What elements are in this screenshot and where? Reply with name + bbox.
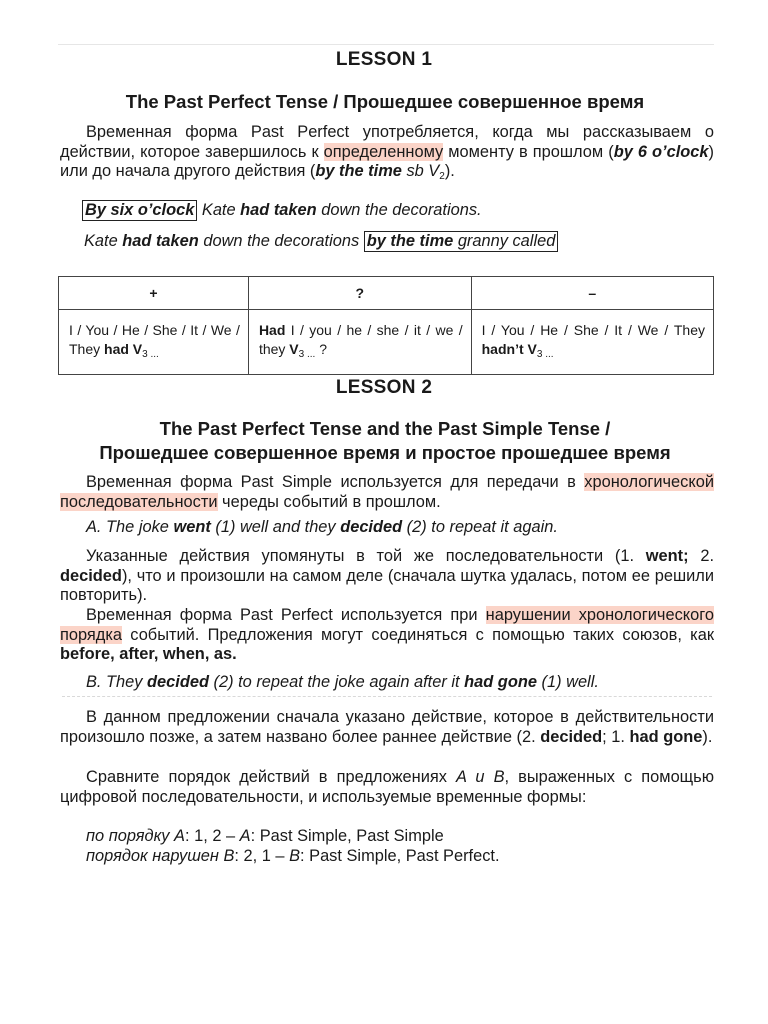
p4-bold-1: decided xyxy=(540,727,603,746)
table-header-row xyxy=(59,277,714,310)
p4-text-2: ; 1. xyxy=(602,727,630,746)
lesson-2-paragraph-2 xyxy=(60,547,714,606)
cell-subscript: 3 ... xyxy=(536,348,554,360)
cell-text: I / You / He / She / It / We / They xyxy=(481,321,705,338)
example-1-verb: had taken xyxy=(240,201,317,219)
intro-text-1: Временная форма Past Perfect употребляется, когда мы рассказываем о действии, которое завершилось к xyxy=(60,123,714,161)
lesson-2-heading-1: The Past Perfect Tense and the Past Simple Tense / xyxy=(159,418,611,439)
p3-bold-conjunctions: before, after, when, as. xyxy=(60,645,237,663)
table-cell-question xyxy=(248,310,471,375)
order-b-label: порядок нарушен B xyxy=(86,847,235,865)
example-2-boxed-bold: by the time xyxy=(366,232,454,250)
cell-bold-2: V xyxy=(289,340,299,357)
p2-text-2: 2. xyxy=(688,547,714,565)
past-perfect-forms-table xyxy=(58,276,714,375)
page-top-rule xyxy=(58,44,714,45)
intro-example-by-the-time: by the time xyxy=(315,162,402,180)
scan-artifact-line xyxy=(62,696,712,697)
p5-italic-a: A xyxy=(455,768,467,786)
example-2-verb: had taken xyxy=(122,232,199,250)
exa-bold-2: decided xyxy=(340,518,403,536)
table-header-question: ? xyxy=(248,277,471,310)
p1-text-1: Временная форма Past Simple используется для передачи в xyxy=(86,473,585,491)
p2-bold-1: went; xyxy=(645,547,689,565)
p1-highlight: хронологической последовательности xyxy=(60,473,714,511)
example-2-start: Kate xyxy=(84,232,123,250)
lesson-2-paragraph-5 xyxy=(60,768,714,807)
p2-text-3: ), что и произошли на самом деле (сначала шутка удалась, потом ее решили повторить). xyxy=(60,566,714,604)
cell-bold: had V xyxy=(104,340,143,357)
order-b-letter: B xyxy=(289,847,301,865)
exa-bold-1: went xyxy=(173,518,211,536)
exb-text-2: (2) to repeat the joke again after it xyxy=(208,673,465,691)
table-cell-negative xyxy=(471,310,713,375)
order-a-tenses: : Past Simple, Past Simple xyxy=(250,827,444,845)
p5-text-1: Сравните порядок действий в предложениях xyxy=(86,768,456,786)
lesson-2-order-a xyxy=(86,827,444,846)
lesson-2-paragraph-1 xyxy=(60,473,714,512)
p4-text-1: В данном предложении сначала указано действие, которое в действительности произошло позже, а затем названо более раннее действие (2. xyxy=(60,708,714,746)
intro-subscript: 2 xyxy=(439,171,445,182)
intro-example-time: by 6 o’clock xyxy=(613,142,709,161)
cell-end: ? xyxy=(315,340,328,357)
intro-example-rest: sb V xyxy=(401,162,440,180)
lesson-2-example-b xyxy=(86,673,599,692)
lesson-1-title: LESSON 1 xyxy=(335,49,433,70)
exa-text-2: (1) well and they xyxy=(210,518,341,536)
lesson-1-example-1 xyxy=(82,201,482,220)
exb-bold-1: decided xyxy=(147,673,209,691)
p4-text-3: ). xyxy=(702,727,713,746)
lesson-1-intro xyxy=(60,123,714,187)
cell-text: I / you / he / she / it / we / they xyxy=(258,321,463,357)
lesson-1-heading: The Past Perfect Tense / Прошедшее совершенное время xyxy=(125,91,645,112)
p2-bold-2: decided xyxy=(60,566,122,585)
intro-text-4: ). xyxy=(444,162,455,180)
intro-text-2: моменту в прошлом ( xyxy=(443,142,614,161)
exb-text-1: B. They xyxy=(86,673,148,691)
order-b-tenses: : Past Simple, Past Perfect. xyxy=(300,847,500,865)
example-1-rest: down the decorations. xyxy=(316,201,482,219)
lesson-2-paragraph-3 xyxy=(60,606,714,665)
p4-bold-2: had gone xyxy=(629,727,703,746)
table-header-affirmative: + xyxy=(59,277,249,310)
example-1-subject: Kate xyxy=(197,201,241,219)
example-1-boxed: By six o’clock xyxy=(82,200,197,221)
p5-text-2: и xyxy=(466,768,494,786)
exa-text-3: (2) to repeat it again. xyxy=(402,518,558,536)
cell-bold: Had xyxy=(258,321,286,338)
intro-text-3: ) или до начала другого действия ( xyxy=(60,142,714,180)
p3-text-2: событий. Предложения могут соединяться с помощью таких союзов, как xyxy=(122,625,714,644)
cell-subscript: 3 ... xyxy=(142,348,159,360)
order-b-sequence: : 2, 1 – xyxy=(234,847,290,865)
p5-italic-b: B xyxy=(493,768,505,786)
p1-text-2: череды событий в прошлом. xyxy=(217,492,441,511)
lesson-2-order-b xyxy=(86,847,500,866)
lesson-2-example-a xyxy=(86,518,558,537)
cell-text: I / You / He / She / It / We / They xyxy=(69,321,240,357)
example-2-boxed-rest: granny called xyxy=(453,232,556,250)
exa-text-1: A. The joke xyxy=(86,518,174,536)
p5-text-3: , выраженных с помощью цифровой последовательности, и используемые временные формы: xyxy=(60,768,715,806)
lesson-2-paragraph-4 xyxy=(60,708,714,747)
table-header-negative: – xyxy=(471,277,713,310)
intro-highlight: определенному xyxy=(323,142,444,161)
order-a-letter: A xyxy=(239,827,251,845)
example-2-boxed xyxy=(364,231,559,252)
exb-bold-2: had gone xyxy=(464,673,537,691)
lesson-1-example-2 xyxy=(84,232,558,251)
p3-highlight: нарушении хронологического порядка xyxy=(60,606,714,644)
order-a-sequence: : 1, 2 – xyxy=(185,827,240,845)
table-cell-affirmative xyxy=(59,310,249,375)
p2-text-1: Указанные действия упомянуты в той же последовательности (1. xyxy=(86,547,646,565)
order-a-label: по порядку A xyxy=(86,827,185,845)
example-2-middle: down the decorations xyxy=(198,232,364,250)
p3-text-1: Временная форма Past Perfect используется при xyxy=(86,606,486,624)
cell-subscript: 3 ... xyxy=(298,348,316,360)
lesson-2-heading-2: Прошедшее совершенное время и простое прошедшее время xyxy=(99,442,671,463)
exb-text-3: (1) well. xyxy=(536,673,599,691)
lesson-2-title: LESSON 2 xyxy=(335,377,433,398)
table-row xyxy=(59,310,714,375)
cell-bold: hadn’t V xyxy=(481,340,537,357)
